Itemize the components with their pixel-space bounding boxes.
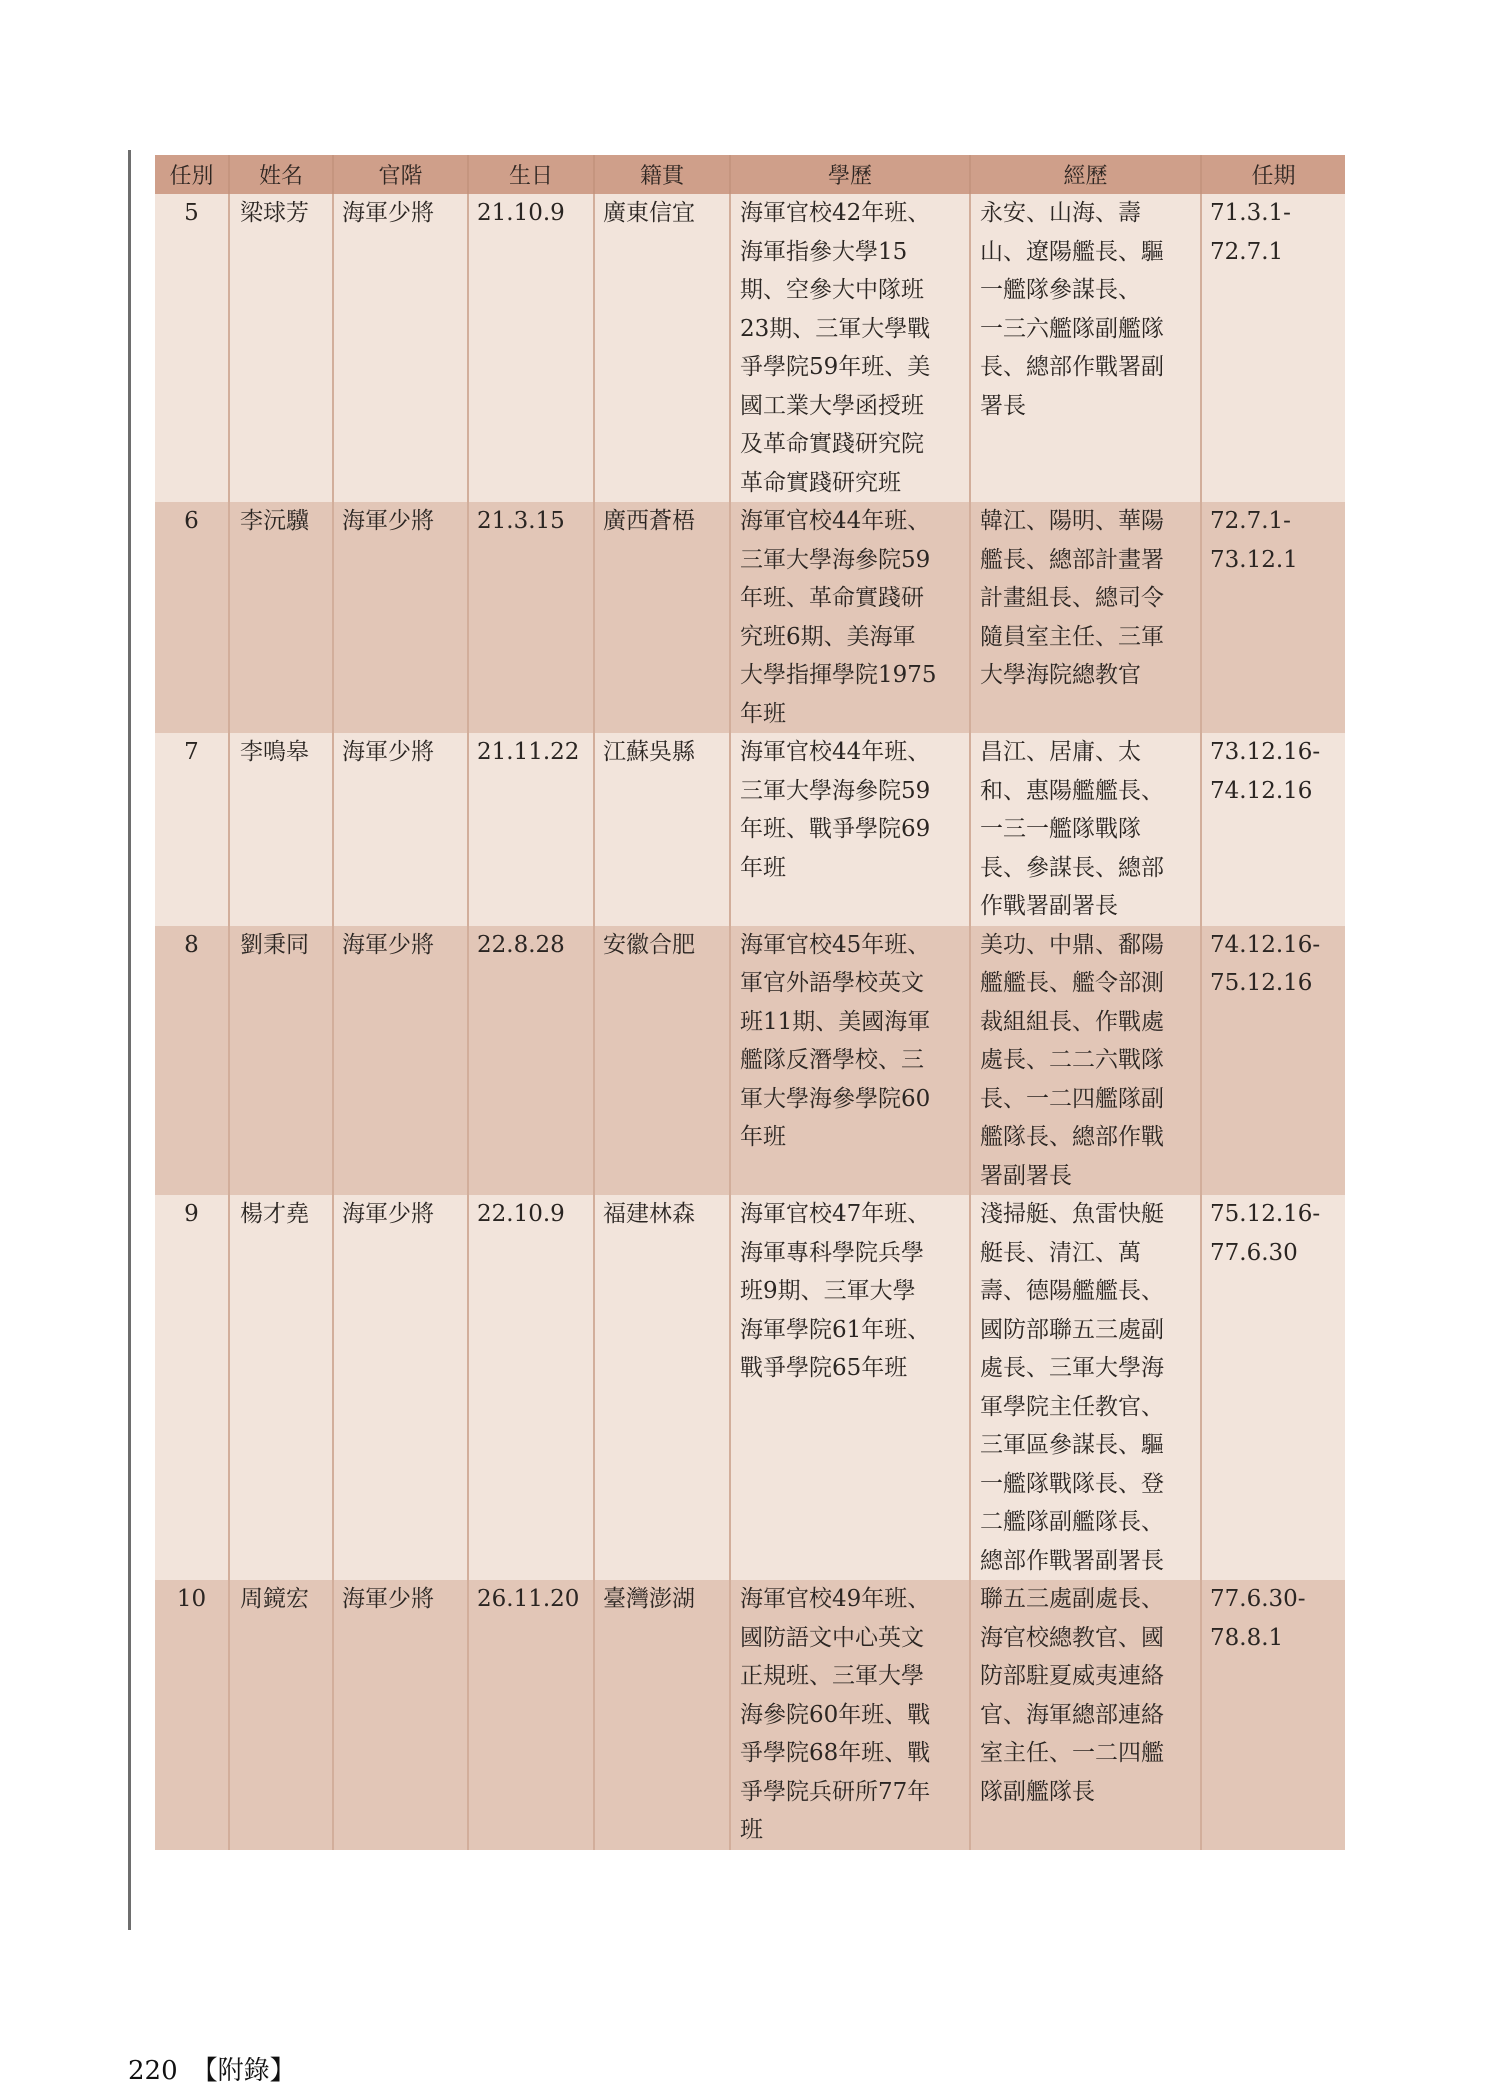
cell-rank: 海軍少將 <box>333 194 468 502</box>
term-line: 74.12.16 <box>1210 777 1313 804</box>
experience-line: 一三六艦隊副艦隊 <box>980 315 1164 342</box>
cell-rank: 海軍少將 <box>333 926 468 1196</box>
experience-line: 一艦隊參謀長、 <box>980 277 1141 303</box>
cell-term <box>1201 926 1345 1196</box>
education-line: 大學指揮學院1975 <box>740 662 937 688</box>
education-line: 究班6期、美海軍 <box>740 623 916 650</box>
cell-origin: 江蘇吳縣 <box>594 733 730 926</box>
cell-name: 周鏡宏 <box>229 1580 333 1850</box>
cell-birth: 21.10.9 <box>468 194 594 502</box>
table-header <box>155 155 1345 194</box>
experience-line: 三軍區參謀長、驅 <box>980 1432 1164 1458</box>
experience-line: 海官校總教官、國 <box>980 1624 1164 1651</box>
education-line: 23期、三軍大學戰 <box>740 315 931 342</box>
header-rank: 官階 <box>333 155 468 194</box>
cell-name: 楊才堯 <box>229 1195 333 1580</box>
cell-experience <box>970 194 1201 502</box>
experience-line: 軍學院主任教官、 <box>980 1393 1164 1420</box>
education-line: 戰爭學院65年班 <box>740 1355 908 1381</box>
cell-order: 5 <box>155 194 229 502</box>
cell-education <box>730 502 970 733</box>
education-line: 海軍學院61年班、 <box>740 1316 931 1343</box>
cell-experience <box>970 1580 1201 1850</box>
experience-line: 大學海院總教官 <box>980 662 1141 688</box>
education-line: 海軍專科學院兵學 <box>740 1239 924 1266</box>
experience-line: 長、參謀長、總部 <box>980 854 1164 881</box>
term-line: 74.12.16- <box>1210 931 1321 958</box>
education-line: 爭學院59年班、美 <box>740 354 931 380</box>
education-line: 及革命實踐研究院 <box>740 431 924 457</box>
experience-line: 處長、二二六戰隊 <box>980 1047 1164 1073</box>
cell-name: 劉秉同 <box>229 926 333 1196</box>
header-order: 任別 <box>155 155 229 194</box>
experience-line: 淺掃艇、魚雷快艇 <box>980 1201 1164 1227</box>
education-line: 海軍官校44年班、 <box>740 508 931 534</box>
experience-line: 艇長、清江、萬 <box>980 1239 1141 1266</box>
experience-line: 美功、中鼎、鄱陽 <box>980 931 1164 958</box>
education-line: 三軍大學海參院59 <box>740 777 931 804</box>
education-line: 海軍官校44年班、 <box>740 739 931 765</box>
experience-line: 室主任、一二四艦 <box>980 1740 1164 1766</box>
cell-order: 9 <box>155 1195 229 1580</box>
cell-birth: 22.8.28 <box>468 926 594 1196</box>
education-line: 海軍官校45年班、 <box>740 931 931 958</box>
table-row <box>155 502 1345 733</box>
experience-line: 艦艦長、艦令部測 <box>980 970 1164 996</box>
experience-line: 一艦隊戰隊長、登 <box>980 1470 1164 1497</box>
section-label: 【附錄】 <box>191 2056 296 2086</box>
education-line: 爭學院68年班、戰 <box>740 1740 931 1766</box>
table-row <box>155 1580 1345 1850</box>
education-line: 軍大學海參學院60 <box>740 1085 931 1112</box>
page-number: 220 <box>128 2056 178 2086</box>
header-row <box>155 155 1345 194</box>
cell-rank: 海軍少將 <box>333 1580 468 1850</box>
cell-term <box>1201 1195 1345 1580</box>
cell-birth: 26.11.20 <box>468 1580 594 1850</box>
experience-line: 艦隊長、總部作戰 <box>980 1124 1164 1150</box>
page-footer <box>128 2050 296 2087</box>
experience-line: 壽、德陽艦艦長、 <box>980 1278 1164 1304</box>
cell-education <box>730 1580 970 1850</box>
cell-name: 梁球芳 <box>229 194 333 502</box>
term-line: 71.3.1- <box>1210 200 1291 226</box>
cell-order: 7 <box>155 733 229 926</box>
cell-birth: 22.10.9 <box>468 1195 594 1580</box>
experience-line: 官、海軍總部連絡 <box>980 1701 1164 1728</box>
education-line: 爭學院兵研所77年 <box>740 1778 931 1805</box>
cell-name: 李鳴皋 <box>229 733 333 926</box>
header-birth: 生日 <box>468 155 594 194</box>
cell-rank: 海軍少將 <box>333 733 468 926</box>
education-line: 海軍官校47年班、 <box>740 1201 931 1227</box>
experience-line: 和、惠陽艦艦長、 <box>980 777 1164 804</box>
cell-experience <box>970 733 1201 926</box>
experience-line: 艦長、總部計畫署 <box>980 546 1164 573</box>
education-line: 艦隊反潛學校、三 <box>740 1047 924 1073</box>
header-education: 學歷 <box>730 155 970 194</box>
table-row <box>155 926 1345 1196</box>
cell-term <box>1201 502 1345 733</box>
cell-term <box>1201 194 1345 502</box>
education-line: 年班 <box>740 1124 786 1150</box>
cell-origin: 臺灣澎湖 <box>594 1580 730 1850</box>
experience-line: 隨員室主任、三軍 <box>980 623 1164 650</box>
term-line: 77.6.30- <box>1210 1586 1306 1612</box>
cell-experience <box>970 926 1201 1196</box>
table-row <box>155 194 1345 502</box>
table-row <box>155 1195 1345 1580</box>
experience-line: 總部作戰署副署長 <box>980 1547 1164 1574</box>
term-line: 75.12.16 <box>1210 970 1313 996</box>
cell-experience <box>970 1195 1201 1580</box>
experience-line: 一三一艦隊戰隊 <box>980 816 1141 842</box>
education-line: 國工業大學函授班 <box>740 392 924 419</box>
experience-line: 署副署長 <box>980 1162 1072 1189</box>
experience-line: 裁組組長、作戰處 <box>980 1008 1164 1035</box>
experience-line: 隊副艦隊長 <box>980 1778 1095 1805</box>
experience-line: 計畫組長、總司令 <box>980 585 1164 611</box>
term-line: 78.8.1 <box>1210 1624 1284 1651</box>
experience-line: 國防部聯五三處副 <box>980 1316 1164 1343</box>
cell-education <box>730 1195 970 1580</box>
cell-rank: 海軍少將 <box>333 502 468 733</box>
term-line: 77.6.30 <box>1210 1239 1298 1266</box>
term-line: 72.7.1- <box>1210 508 1291 534</box>
cell-education <box>730 194 970 502</box>
experience-line: 防部駐夏威夷連絡 <box>980 1663 1164 1689</box>
experience-line: 山、遼陽艦長、驅 <box>980 238 1164 265</box>
cell-origin: 福建林森 <box>594 1195 730 1580</box>
education-line: 海參院60年班、戰 <box>740 1701 931 1728</box>
experience-line: 長、總部作戰署副 <box>980 354 1164 380</box>
cell-education <box>730 926 970 1196</box>
education-line: 海軍官校42年班、 <box>740 200 931 226</box>
education-line: 班11期、美國海軍 <box>740 1008 931 1035</box>
experience-line: 署長 <box>980 392 1026 419</box>
header-origin: 籍貫 <box>594 155 730 194</box>
table-row <box>155 733 1345 926</box>
education-line: 革命實踐研究班 <box>740 469 901 496</box>
cell-rank: 海軍少將 <box>333 1195 468 1580</box>
education-line: 正規班、三軍大學 <box>740 1663 924 1689</box>
header-term: 任期 <box>1201 155 1345 194</box>
experience-line: 昌江、居庸、太 <box>980 739 1141 765</box>
experience-line: 韓江、陽明、華陽 <box>980 508 1164 534</box>
education-line: 期、空參大中隊班 <box>740 277 924 303</box>
education-line: 海軍官校49年班、 <box>740 1586 931 1612</box>
cell-experience <box>970 502 1201 733</box>
cell-order: 8 <box>155 926 229 1196</box>
education-line: 班 <box>740 1817 763 1843</box>
cell-order: 6 <box>155 502 229 733</box>
table-body <box>155 194 1345 1850</box>
education-line: 年班、革命實踐研 <box>740 585 924 611</box>
header-experience: 經歷 <box>970 155 1201 194</box>
cell-order: 10 <box>155 1580 229 1850</box>
term-line: 75.12.16- <box>1210 1201 1321 1227</box>
experience-line: 處長、三軍大學海 <box>980 1355 1164 1381</box>
cell-term <box>1201 1580 1345 1850</box>
margin-rule <box>128 150 131 1930</box>
experience-line: 長、一二四艦隊副 <box>980 1085 1164 1112</box>
experience-line: 永安、山海、壽 <box>980 200 1141 226</box>
education-line: 班9期、三軍大學 <box>740 1278 916 1304</box>
education-line: 三軍大學海參院59 <box>740 546 931 573</box>
term-line: 72.7.1 <box>1210 238 1284 265</box>
cell-birth: 21.3.15 <box>468 502 594 733</box>
cell-education <box>730 733 970 926</box>
education-line: 海軍指參大學15 <box>740 238 908 265</box>
education-line: 年班 <box>740 854 786 881</box>
cell-term <box>1201 733 1345 926</box>
cell-origin: 廣東信宜 <box>594 194 730 502</box>
commander-roster-table <box>155 155 1345 1850</box>
cell-name: 李沅驥 <box>229 502 333 733</box>
education-line: 國防語文中心英文 <box>740 1624 924 1651</box>
experience-line: 作戰署副署長 <box>980 893 1118 919</box>
table-container <box>155 155 1345 1850</box>
education-line: 年班、戰爭學院69 <box>740 816 931 842</box>
experience-line: 二艦隊副艦隊長、 <box>980 1509 1164 1535</box>
term-line: 73.12.1 <box>1210 546 1298 573</box>
cell-birth: 21.11.22 <box>468 733 594 926</box>
experience-line: 聯五三處副處長、 <box>980 1586 1164 1612</box>
education-line: 年班 <box>740 700 786 727</box>
education-line: 軍官外語學校英文 <box>740 970 924 996</box>
cell-origin: 廣西蒼梧 <box>594 502 730 733</box>
term-line: 73.12.16- <box>1210 739 1321 765</box>
header-name: 姓名 <box>229 155 333 194</box>
cell-origin: 安徽合肥 <box>594 926 730 1196</box>
